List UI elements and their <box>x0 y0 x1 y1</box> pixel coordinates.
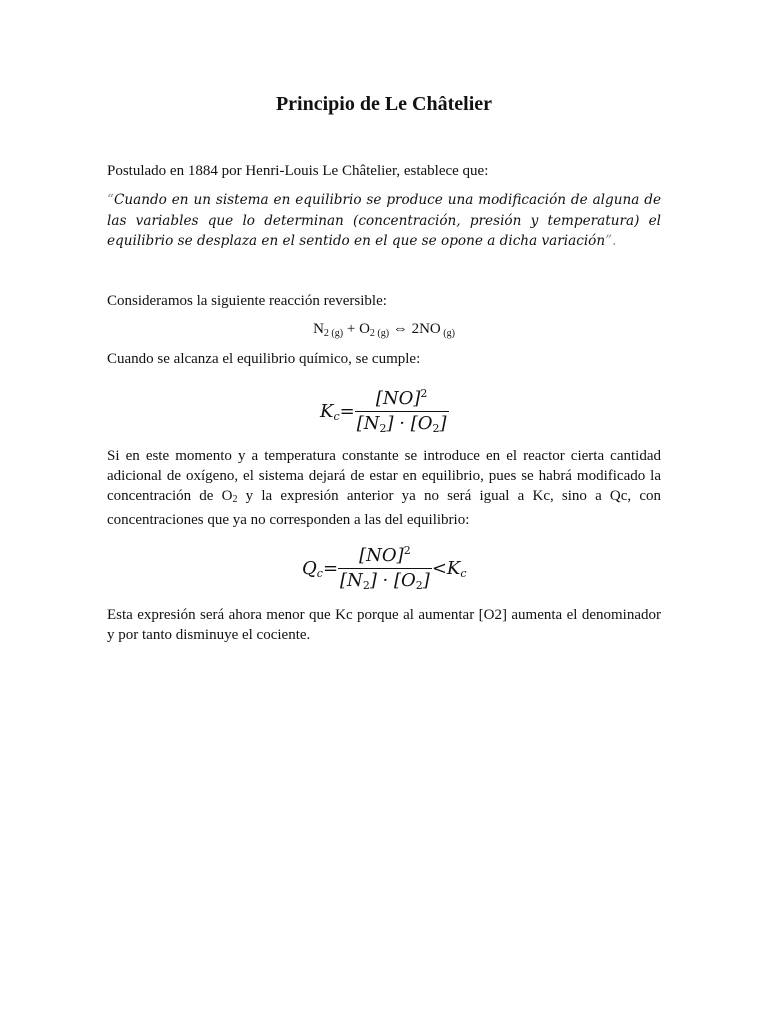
reaction-plus: + <box>343 321 360 337</box>
quote-open-mark: “ <box>107 192 114 208</box>
product-no-state: (g) <box>440 328 455 339</box>
qc-equals: = <box>322 558 339 580</box>
conclusion-paragraph: Esta expresión será ahora menor que Kc porque al aumentar [O2] aumenta el denominador y por tanto disminuye el cociente. <box>107 607 661 643</box>
reactant-n2-state: 2 (g) <box>323 328 344 339</box>
kc-equals: = <box>339 401 355 423</box>
quote-close-mark: ”. <box>605 233 617 249</box>
qc-rhs-kc: $K_c$ <box>446 557 467 580</box>
kc-fraction <box>355 382 449 441</box>
qc-numerator: [NO]$^2$ <box>359 544 411 566</box>
kc-symbol: $K_c$ <box>320 400 340 423</box>
equilibrium-arrow: ⇔ <box>389 321 412 337</box>
chemical-reaction <box>0 319 768 344</box>
product-no: 2NO <box>411 321 441 337</box>
reactant-n2: N <box>313 321 324 337</box>
qc-less-than: < <box>431 558 447 580</box>
equilibrium-text: Cuando se alcanza el equilibrio químico, se cumple: <box>107 351 421 367</box>
kc-numerator: [NO]$^2$ <box>375 387 428 409</box>
qc-symbol: $Q_c$ <box>302 557 323 580</box>
kc-denominator: $[N_2] \cdot [O_2]$ <box>356 413 447 436</box>
kc-equation <box>320 382 449 441</box>
intro-paragraph: Postulado en 1884 por Henri-Louis Le Châtelier, establece que: <box>107 163 489 179</box>
quote-text: Cuando en un sistema en equilibrio se produce una modificación de alguna de las variables que lo determinan (concentración, presión y temperatura) el equilibrio se desplaza en el sentido en el que se opone a dicha variación <box>107 192 661 249</box>
reactant-o2-state: 2 (g) <box>369 328 390 339</box>
page-title: Principio de Le Châtelier <box>275 93 493 115</box>
qc-denominator: $[N_2] \cdot [O_2]$ <box>340 570 430 593</box>
principle-quote <box>107 190 661 252</box>
qc-equation <box>302 539 467 598</box>
paragraph-oxygen-addition: Si en este momento y a temperatura constante se introduce en el reactor cierta cantidad adicional de oxígeno, el sistema dejará de estar en equilibrio, pues se habrá modificado la concentración de $O_2$ y la expresión anterior ya no será igual a Kc, sino a Qc, con concentraciones que ya no corresponden a las del equilibrio: <box>107 448 661 528</box>
reaction-intro: Consideramos la siguiente reacción reversible: <box>107 293 387 309</box>
reactant-o2: O <box>359 321 370 337</box>
qc-fraction <box>338 539 432 598</box>
